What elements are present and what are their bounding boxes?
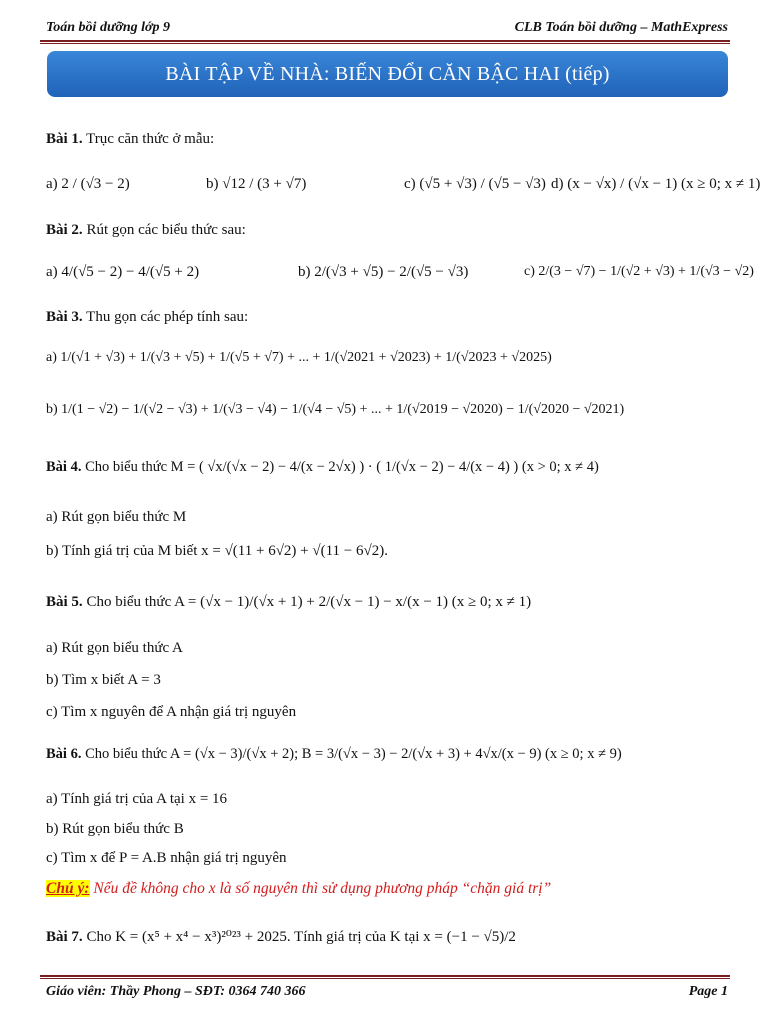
exercise-1a: a) 2 / (√3 − 2)	[46, 176, 130, 192]
exercise-6-text: Cho biểu thức A = (√x − 3)/(√x + 2); B = 3/(√x − 3) − 2/(√x + 3) + 4√x/(x − 9) (x ≥ 0; x ≠ 9)	[85, 746, 622, 762]
exercise-2a: a) 4/(√5 − 2) − 4/(√5 + 2)	[46, 264, 200, 280]
footer-rule-thin	[40, 978, 730, 979]
exercise-4a: a) Rút gọn biểu thức M	[46, 509, 187, 525]
exercise-3a: a) 1/(√1 + √3) + 1/(√3 + √5) + 1/(√5 + √7) + ... + 1/(√2021 + √2023) + 1/(√2023 + √2025)	[46, 350, 552, 365]
exercise-3b: b) 1/(1 − √2) − 1/(√2 − √3) + 1/(√3 − √4) − 1/(√4 − √5) + ... + 1/(√2019 − √2020) − 1/(√2020 − √2021)	[46, 402, 625, 417]
exercise-1-label: Bài 1.	[46, 131, 83, 147]
exercise-6a: a) Tính giá trị của A tại x = 16	[46, 791, 228, 807]
exercise-7	[46, 927, 516, 946]
exercise-3-label: Bài 3.	[46, 309, 83, 325]
exercise-1c: c) (√5 + √3) / (√5 − √3)	[404, 176, 546, 192]
exercise-5-label: Bài 5.	[46, 594, 83, 610]
exercise-2-label: Bài 2.	[46, 222, 83, 238]
title-banner	[47, 51, 728, 97]
exercise-6c: c) Tìm x để P = A.B nhận giá trị nguyên	[46, 850, 287, 866]
page-header	[46, 14, 728, 36]
page-title: BÀI TẬP VỀ NHÀ: BIẾN ĐỔI CĂN BẬC HAI (tiếp)	[165, 62, 610, 85]
exercise-2b: b) 2/(√3 + √5) − 2/(√5 − √3)	[298, 264, 469, 280]
exercise-4	[46, 459, 599, 476]
exercise-3	[46, 309, 248, 326]
exercise-6	[46, 746, 622, 763]
exercise-4b: b) Tính giá trị của M biết x = √(11 + 6√2) + √(11 − 6√2).	[46, 543, 388, 559]
note-text: Nếu đề không cho x là số nguyên thì sử dụng phương pháp “chặn giá trị”	[89, 880, 552, 897]
exercise-4-label: Bài 4.	[46, 459, 82, 475]
page-number: Page 1	[688, 984, 728, 999]
note-label: Chú ý:	[46, 880, 90, 897]
exercise-1-text: Trục căn thức ở mẫu:	[86, 131, 215, 147]
header-left: Toán bồi dưỡng lớp 9	[46, 20, 171, 35]
exercise-7-label: Bài 7.	[46, 929, 83, 945]
exercise-1b: b) √12 / (3 + √7)	[206, 176, 307, 192]
exercise-3-text: Thu gọn các phép tính sau:	[86, 309, 249, 325]
exercise-1	[46, 131, 214, 148]
exercise-6-label: Bài 6.	[46, 746, 82, 762]
footer-left: Giáo viên: Thầy Phong – SĐT: 0364 740 366	[46, 984, 306, 999]
exercise-2c: c) 2/(3 − √7) − 1/(√2 + √3) + 1/(√3 − √2)	[524, 264, 754, 279]
note	[46, 880, 551, 898]
exercise-5-text: Cho biểu thức A = (√x − 1)/(√x + 1) + 2/(√x − 1) − x/(x − 1) (x ≥ 0; x ≠ 1)	[86, 594, 532, 610]
exercise-5	[46, 594, 531, 611]
footer-rule	[40, 975, 730, 977]
header-right: CLB Toán bồi dưỡng – MathExpress	[514, 20, 728, 35]
exercise-2-text: Rút gọn các biểu thức sau:	[86, 222, 246, 238]
exercise-5a: a) Rút gọn biểu thức A	[46, 640, 183, 656]
exercise-5b: b) Tìm x biết A = 3	[46, 672, 161, 688]
header-rule	[40, 40, 730, 42]
exercise-2	[46, 222, 246, 239]
header-rule-thin	[40, 43, 730, 44]
exercise-7-text: Cho K = (x⁵ + x⁴ − x³)²⁰²³ + 2025. Tính giá trị của K tại x = (−1 − √5)/2	[86, 929, 516, 945]
exercise-6b: b) Rút gọn biểu thức B	[46, 821, 184, 837]
exercise-4-text: Cho biểu thức M = ( √x/(√x − 2) − 4/(x − 2√x) ) · ( 1/(√x − 2) − 4/(x − 4) ) (x > 0; x ≠ 4)	[85, 459, 599, 475]
exercise-1d: d) (x − √x) / (√x − 1) (x ≥ 0; x ≠ 1)	[551, 176, 761, 192]
exercise-5c: c) Tìm x nguyên để A nhận giá trị nguyên	[46, 704, 297, 720]
